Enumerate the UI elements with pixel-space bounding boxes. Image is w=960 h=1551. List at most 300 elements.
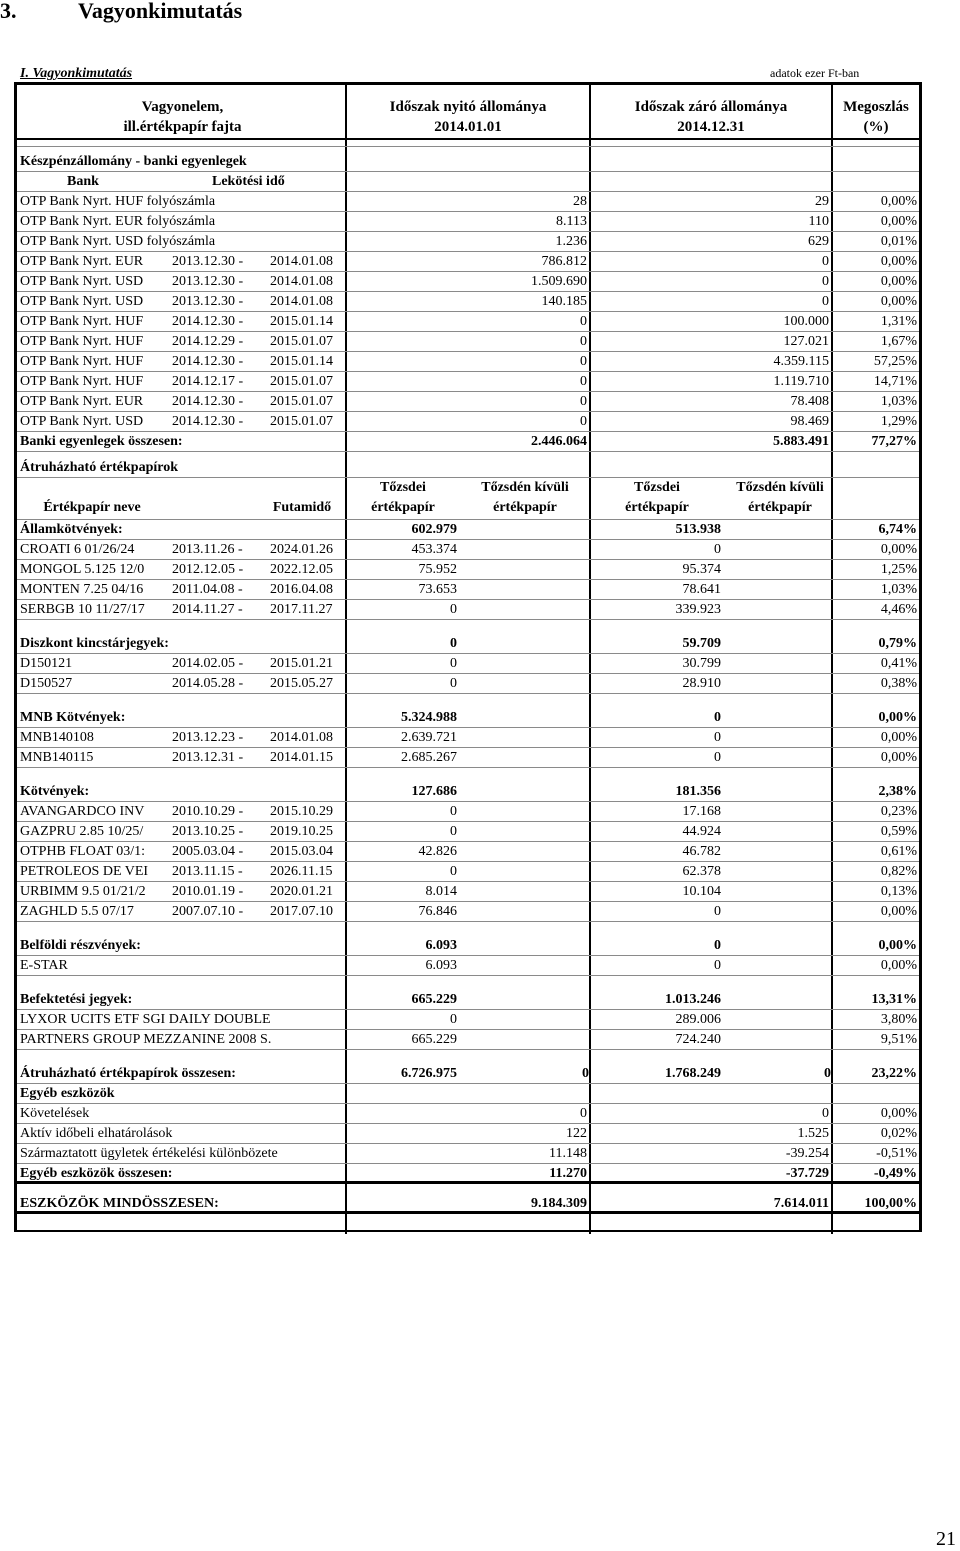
opening-value: 0 bbox=[580, 354, 587, 369]
closing-otc bbox=[721, 748, 831, 767]
section-title: Vagyonkimutatás bbox=[78, 0, 243, 23]
other-asset-name: Származtatott ügyletek értékelési különbözete bbox=[20, 1146, 278, 1161]
section-title-row bbox=[17, 152, 919, 172]
other-total-closing: -37.729 bbox=[785, 1166, 829, 1181]
share-value: 6,74% bbox=[878, 522, 917, 537]
opening-listed: 76.846 bbox=[418, 904, 457, 919]
cash-row bbox=[17, 332, 919, 352]
term-end: 2015.01.14 bbox=[270, 354, 333, 369]
security-row bbox=[17, 902, 919, 922]
share-value: 3,80% bbox=[880, 1012, 917, 1027]
share-value: 0,00% bbox=[880, 904, 917, 919]
term-start: 2014.11.27 - bbox=[172, 602, 243, 617]
security-row bbox=[17, 540, 919, 560]
share-value: 0,41% bbox=[880, 656, 917, 671]
opening-value: 8.113 bbox=[556, 214, 587, 229]
share-value: 57,25% bbox=[873, 354, 917, 369]
securities-total-label: Átruházható értékpapírok összesen: bbox=[20, 1066, 236, 1081]
term-end: 2015.01.07 bbox=[270, 334, 333, 349]
account-name: OTP Bank Nyrt. EUR bbox=[20, 394, 144, 409]
securities-sub-header bbox=[17, 478, 919, 520]
closing-listed: 513.938 bbox=[675, 522, 721, 537]
security-row bbox=[17, 802, 919, 822]
closing-otc bbox=[721, 802, 831, 821]
opening-otc bbox=[461, 674, 589, 693]
opening-otc bbox=[461, 708, 589, 727]
header-asset-type bbox=[20, 97, 345, 137]
sub-header-listed: értékpapír bbox=[371, 500, 435, 515]
header-closing-date: 2014.12.31 bbox=[677, 119, 745, 135]
security-row bbox=[17, 882, 919, 902]
header-share-line1: Megoszlás bbox=[843, 99, 909, 115]
opening-otc bbox=[461, 956, 589, 975]
cash-total-share: 77,27% bbox=[871, 434, 917, 449]
units-note: adatok ezer Ft-ban bbox=[770, 66, 860, 80]
opening-listed: 8.014 bbox=[425, 884, 457, 899]
opening-value: 0 bbox=[580, 414, 587, 429]
security-row bbox=[17, 1010, 919, 1030]
closing-value: 4.359.115 bbox=[773, 354, 829, 369]
opening-listed: 0 bbox=[450, 676, 457, 691]
opening-listed: 0 bbox=[450, 636, 457, 651]
opening-listed: 6.093 bbox=[425, 938, 457, 953]
closing-otc bbox=[721, 822, 831, 841]
header-asset-type-line1: Vagyonelem, bbox=[141, 99, 224, 115]
security-name: OTPHB FLOAT 03/1: bbox=[20, 844, 145, 859]
other-asset-row bbox=[17, 1144, 919, 1164]
opening-listed: 2.639.721 bbox=[401, 730, 457, 745]
sub-header-otc: értékpapír bbox=[493, 500, 557, 515]
term-end: 2015.03.04 bbox=[270, 844, 333, 859]
term-start: 2012.12.05 - bbox=[172, 562, 244, 577]
grand-total-share: 100,00% bbox=[864, 1196, 917, 1211]
opening-value: 0 bbox=[580, 314, 587, 329]
security-row bbox=[17, 822, 919, 842]
term-start: 2007.07.10 - bbox=[172, 904, 244, 919]
closing-otc bbox=[721, 520, 831, 539]
closing-value: 127.021 bbox=[783, 334, 829, 349]
term-end: 2022.12.05 bbox=[270, 562, 333, 577]
share-value: 0,00% bbox=[880, 730, 917, 745]
opening-value: 0 bbox=[580, 394, 587, 409]
opening-listed: 75.952 bbox=[418, 562, 457, 577]
other-asset-name: Aktív időbeli elhatárolások bbox=[20, 1126, 173, 1141]
header-asset-type-line2: ill.értékpapír fajta bbox=[123, 119, 242, 135]
share-value: 0,59% bbox=[880, 824, 917, 839]
total-opening-otc: 0 bbox=[582, 1066, 589, 1081]
term-start: 2013.12.30 - bbox=[172, 274, 244, 289]
opening-listed: 0 bbox=[450, 1012, 457, 1027]
security-row bbox=[17, 654, 919, 674]
share-value: 1,67% bbox=[880, 334, 917, 349]
opening-listed: 665.229 bbox=[411, 992, 457, 1007]
group-title-row bbox=[17, 782, 919, 802]
security-row bbox=[17, 842, 919, 862]
share-value: 0,00% bbox=[880, 294, 917, 309]
opening-listed: 0 bbox=[450, 804, 457, 819]
closing-listed: 724.240 bbox=[675, 1032, 721, 1047]
term-start: 2010.01.19 - bbox=[172, 884, 244, 899]
total-share: 23,22% bbox=[871, 1066, 917, 1081]
share-value: 0,13% bbox=[880, 884, 917, 899]
account-name: OTP Bank Nyrt. HUF bbox=[20, 334, 144, 349]
opening-listed: 665.229 bbox=[411, 1032, 457, 1047]
closing-listed: 289.006 bbox=[675, 1012, 721, 1027]
cash-row bbox=[17, 312, 919, 332]
total-closing-otc: 0 bbox=[824, 1066, 831, 1081]
term-end: 2019.10.25 bbox=[270, 824, 333, 839]
closing-otc bbox=[721, 580, 831, 599]
total-closing-listed: 1.768.249 bbox=[665, 1066, 721, 1081]
sub-header-listed: Tőzsdei bbox=[380, 480, 426, 495]
opening-otc bbox=[461, 902, 589, 921]
closing-value: -39.254 bbox=[785, 1146, 829, 1161]
closing-listed: 0 bbox=[714, 710, 721, 725]
opening-value: 1.236 bbox=[555, 234, 587, 249]
closing-value: 78.408 bbox=[790, 394, 829, 409]
security-row bbox=[17, 560, 919, 580]
closing-listed: 0 bbox=[714, 750, 721, 765]
term-start: 2014.02.05 - bbox=[172, 656, 244, 671]
closing-listed: 0 bbox=[714, 542, 721, 557]
share-value: 0,61% bbox=[880, 844, 917, 859]
section-number: 3. bbox=[0, 0, 17, 23]
security-name: PARTNERS GROUP MEZZANINE 2008 S. bbox=[20, 1032, 272, 1047]
opening-otc bbox=[461, 882, 589, 901]
header-opening bbox=[347, 97, 589, 137]
opening-listed: 0 bbox=[450, 656, 457, 671]
other-total-opening: 11.270 bbox=[549, 1166, 587, 1181]
cash-row bbox=[17, 412, 919, 432]
share-value: 0,02% bbox=[880, 1126, 917, 1141]
opening-value: 0 bbox=[580, 334, 587, 349]
term-end: 2016.04.08 bbox=[270, 582, 333, 597]
share-value: 0,00% bbox=[878, 938, 917, 953]
sub-header-otc: Tőzsdén kívüli bbox=[481, 480, 569, 495]
security-name: URBIMM 9.5 01/21/2 bbox=[20, 884, 146, 899]
share-value: 1,29% bbox=[880, 414, 917, 429]
opening-otc bbox=[461, 748, 589, 767]
account-name: OTP Bank Nyrt. USD bbox=[20, 414, 144, 429]
cash-row bbox=[17, 372, 919, 392]
sub-header-term: Lekötési idő bbox=[212, 174, 285, 189]
account-name: OTP Bank Nyrt. HUF bbox=[20, 374, 144, 389]
term-end: 2017.11.27 bbox=[270, 602, 333, 617]
opening-otc bbox=[461, 936, 589, 955]
other-asset-name: Követelések bbox=[20, 1106, 90, 1121]
opening-listed: 0 bbox=[450, 864, 457, 879]
closing-value: 0 bbox=[822, 274, 829, 289]
securities-total-row bbox=[17, 1064, 919, 1084]
opening-listed: 0 bbox=[450, 602, 457, 617]
sub-header-otc: értékpapír bbox=[748, 500, 812, 515]
closing-otc bbox=[721, 990, 831, 1009]
opening-otc bbox=[461, 654, 589, 673]
term-end: 2020.01.21 bbox=[270, 884, 333, 899]
group-title: MNB Kötvények: bbox=[20, 710, 126, 725]
security-row bbox=[17, 862, 919, 882]
opening-value: 1.509.690 bbox=[531, 274, 587, 289]
header-rule bbox=[17, 138, 919, 140]
term-start: 2014.12.17 - bbox=[172, 374, 244, 389]
term-start: 2010.10.29 - bbox=[172, 804, 244, 819]
security-name: MONGOL 5.125 12/0 bbox=[20, 562, 145, 577]
security-row bbox=[17, 674, 919, 694]
opening-value: 786.812 bbox=[541, 254, 587, 269]
closing-listed: 1.013.246 bbox=[665, 992, 721, 1007]
term-start: 2014.12.30 - bbox=[172, 394, 244, 409]
account-name: OTP Bank Nyrt. USD bbox=[20, 294, 144, 309]
sub-header-listed: Tőzsdei bbox=[634, 480, 680, 495]
closing-otc bbox=[721, 560, 831, 579]
share-value: 0,00% bbox=[880, 274, 917, 289]
total-opening-listed: 6.726.975 bbox=[401, 1066, 457, 1081]
term-start: 2014.12.30 - bbox=[172, 414, 244, 429]
closing-otc bbox=[721, 862, 831, 881]
opening-listed: 6.093 bbox=[425, 958, 457, 973]
closing-value: 98.469 bbox=[790, 414, 829, 429]
opening-otc bbox=[461, 1010, 589, 1029]
group-title-row bbox=[17, 936, 919, 956]
closing-listed: 30.799 bbox=[682, 656, 721, 671]
share-value: 1,03% bbox=[880, 582, 917, 597]
closing-listed: 10.104 bbox=[682, 884, 721, 899]
opening-otc bbox=[461, 1030, 589, 1049]
share-value: 4,46% bbox=[880, 602, 917, 617]
share-value: 0,79% bbox=[878, 636, 917, 651]
closing-listed: 0 bbox=[714, 958, 721, 973]
cash-row bbox=[17, 392, 919, 412]
closing-otc bbox=[721, 708, 831, 727]
term-start: 2005.03.04 - bbox=[172, 844, 244, 859]
term-start: 2014.12.30 - bbox=[172, 354, 244, 369]
opening-otc bbox=[461, 842, 589, 861]
header-rule bbox=[17, 146, 919, 147]
sub-header-bank: Bank bbox=[67, 174, 99, 189]
opening-listed: 42.826 bbox=[418, 844, 457, 859]
cash-section-title: Készpénzállomány - banki egyenlegek bbox=[20, 154, 247, 169]
page-number: 21 bbox=[936, 1528, 956, 1550]
sub-header-security-name: Értékpapír neve bbox=[43, 500, 141, 515]
grand-total-row bbox=[17, 1194, 919, 1214]
opening-value: 0 bbox=[580, 1106, 587, 1121]
opening-value: 11.148 bbox=[549, 1146, 587, 1161]
share-value: 13,31% bbox=[871, 992, 917, 1007]
share-value: 0,00% bbox=[880, 1106, 917, 1121]
sub-header-term: Futamidő bbox=[272, 500, 332, 515]
closing-listed: 339.923 bbox=[675, 602, 721, 617]
share-value: 0,00% bbox=[880, 194, 917, 209]
opening-otc bbox=[461, 782, 589, 801]
opening-value: 140.185 bbox=[541, 294, 587, 309]
closing-otc bbox=[721, 634, 831, 653]
term-end: 2015.01.07 bbox=[270, 374, 333, 389]
term-start: 2013.11.15 - bbox=[172, 864, 243, 879]
closing-otc bbox=[721, 1030, 831, 1049]
other-total-share: -0,49% bbox=[873, 1166, 917, 1181]
share-value: 0,82% bbox=[880, 864, 917, 879]
closing-listed: 0 bbox=[714, 938, 721, 953]
cash-total-closing: 5.883.491 bbox=[773, 434, 829, 449]
security-name: D150121 bbox=[20, 656, 73, 671]
closing-otc bbox=[721, 902, 831, 921]
security-row bbox=[17, 728, 919, 748]
security-name: PETROLEOS DE VEI bbox=[20, 864, 149, 879]
cash-total-opening: 2.446.064 bbox=[531, 434, 587, 449]
security-name: CROATI 6 01/26/24 bbox=[20, 542, 135, 557]
cash-row bbox=[17, 352, 919, 372]
grand-total-opening: 9.184.309 bbox=[531, 1196, 587, 1211]
security-name: MONTEN 7.25 04/16 bbox=[20, 582, 144, 597]
security-name: GAZPRU 2.85 10/25/ bbox=[20, 824, 144, 839]
share-value: 0,01% bbox=[880, 234, 917, 249]
closing-otc bbox=[721, 782, 831, 801]
term-start: 2013.11.26 - bbox=[172, 542, 243, 557]
header-closing bbox=[591, 97, 831, 137]
share-value: 2,38% bbox=[878, 784, 917, 799]
header-closing-line1: Időszak záró állománya bbox=[634, 99, 788, 115]
sheet-title: I. Vagyonkimutatás bbox=[20, 66, 133, 81]
grand-total-closing: 7.614.011 bbox=[773, 1196, 829, 1211]
closing-otc bbox=[721, 728, 831, 747]
group-title-row bbox=[17, 990, 919, 1010]
term-start: 2013.10.25 - bbox=[172, 824, 244, 839]
share-value: 0,00% bbox=[880, 958, 917, 973]
closing-value: 0 bbox=[822, 294, 829, 309]
other-asset-row bbox=[17, 1124, 919, 1144]
closing-otc bbox=[721, 956, 831, 975]
share-value: 0,00% bbox=[880, 542, 917, 557]
closing-otc bbox=[721, 654, 831, 673]
closing-value: 629 bbox=[808, 234, 829, 249]
account-name: OTP Bank Nyrt. EUR folyószámla bbox=[20, 214, 216, 229]
share-value: 0,00% bbox=[880, 214, 917, 229]
opening-otc bbox=[461, 600, 589, 619]
term-end: 2015.01.07 bbox=[270, 414, 333, 429]
header-opening-date: 2014.01.01 bbox=[434, 119, 502, 135]
opening-listed: 453.374 bbox=[411, 542, 457, 557]
term-start: 2011.04.08 - bbox=[172, 582, 243, 597]
cash-row bbox=[17, 232, 919, 252]
other-section-title: Egyéb eszközök bbox=[20, 1086, 115, 1101]
term-end: 2015.10.29 bbox=[270, 804, 333, 819]
other-total-label: Egyéb eszközök összesen: bbox=[20, 1166, 173, 1181]
term-end: 2015.05.27 bbox=[270, 676, 333, 691]
group-title: Államkötvények: bbox=[20, 522, 123, 537]
share-value: -0,51% bbox=[876, 1146, 917, 1161]
closing-listed: 28.910 bbox=[682, 676, 721, 691]
opening-otc bbox=[461, 802, 589, 821]
closing-value: 29 bbox=[815, 194, 829, 209]
account-name: OTP Bank Nyrt. HUF folyószámla bbox=[20, 194, 216, 209]
cash-row bbox=[17, 272, 919, 292]
group-title: Befektetési jegyek: bbox=[20, 992, 133, 1007]
closing-value: 1.525 bbox=[797, 1126, 829, 1141]
closing-otc bbox=[721, 842, 831, 861]
opening-otc bbox=[461, 560, 589, 579]
closing-otc bbox=[721, 600, 831, 619]
sub-header-listed: értékpapír bbox=[625, 500, 689, 515]
term-start: 2014.12.29 - bbox=[172, 334, 244, 349]
opening-otc bbox=[461, 634, 589, 653]
closing-listed: 95.374 bbox=[682, 562, 721, 577]
security-name: MNB140108 bbox=[20, 730, 94, 745]
opening-otc bbox=[461, 728, 589, 747]
cash-total-row bbox=[17, 432, 919, 452]
header-opening-line1: Időszak nyitó állománya bbox=[389, 99, 547, 115]
account-name: OTP Bank Nyrt. EUR bbox=[20, 254, 144, 269]
term-start: 2013.12.30 - bbox=[172, 254, 244, 269]
opening-otc bbox=[461, 862, 589, 881]
closing-listed: 44.924 bbox=[682, 824, 721, 839]
security-row bbox=[17, 580, 919, 600]
share-value: 9,51% bbox=[880, 1032, 917, 1047]
term-end: 2014.01.08 bbox=[270, 254, 333, 269]
opening-listed: 0 bbox=[450, 824, 457, 839]
share-value: 0,00% bbox=[878, 710, 917, 725]
account-name: OTP Bank Nyrt. USD bbox=[20, 274, 144, 289]
security-row bbox=[17, 956, 919, 976]
security-name: E-STAR bbox=[20, 958, 68, 973]
closing-listed: 0 bbox=[714, 730, 721, 745]
opening-listed: 602.979 bbox=[411, 522, 457, 537]
security-row bbox=[17, 1030, 919, 1050]
share-value: 0,00% bbox=[880, 750, 917, 765]
section-title-row bbox=[17, 1084, 919, 1104]
header-share bbox=[833, 97, 919, 137]
security-row bbox=[17, 600, 919, 620]
security-name: D150527 bbox=[20, 676, 73, 691]
security-name: ZAGHLD 5.5 07/17 bbox=[20, 904, 134, 919]
closing-value: 0 bbox=[822, 254, 829, 269]
closing-value: 100.000 bbox=[783, 314, 829, 329]
term-end: 2015.01.07 bbox=[270, 394, 333, 409]
section-heading bbox=[0, 0, 242, 24]
security-name: MNB140115 bbox=[20, 750, 94, 765]
header-share-unit: (%) bbox=[863, 119, 889, 135]
opening-listed: 5.324.988 bbox=[401, 710, 457, 725]
closing-listed: 62.378 bbox=[682, 864, 721, 879]
closing-value: 0 bbox=[822, 1106, 829, 1121]
cash-row bbox=[17, 192, 919, 212]
security-name: LYXOR UCITS ETF SGI DAILY DOUBLE bbox=[20, 1012, 271, 1027]
group-title: Belföldi részvények: bbox=[20, 938, 141, 953]
group-title: Diszkont kincstárjegyek: bbox=[20, 636, 169, 651]
term-end: 2014.01.15 bbox=[270, 750, 333, 765]
cash-row bbox=[17, 212, 919, 232]
closing-listed: 46.782 bbox=[682, 844, 721, 859]
term-end: 2024.01.26 bbox=[270, 542, 333, 557]
closing-listed: 78.641 bbox=[682, 582, 721, 597]
opening-value: 0 bbox=[580, 374, 587, 389]
cash-total-label: Banki egyenlegek összesen: bbox=[20, 434, 183, 449]
opening-otc bbox=[461, 822, 589, 841]
closing-otc bbox=[721, 1010, 831, 1029]
closing-listed: 0 bbox=[714, 904, 721, 919]
term-end: 2015.01.21 bbox=[270, 656, 333, 671]
closing-otc bbox=[721, 936, 831, 955]
opening-otc bbox=[461, 540, 589, 559]
closing-listed: 17.168 bbox=[682, 804, 721, 819]
opening-listed: 127.686 bbox=[411, 784, 457, 799]
cash-row bbox=[17, 252, 919, 272]
share-value: 1,31% bbox=[880, 314, 917, 329]
opening-otc bbox=[461, 990, 589, 1009]
share-value: 0,38% bbox=[880, 676, 917, 691]
account-name: OTP Bank Nyrt. HUF bbox=[20, 354, 144, 369]
term-end: 2017.07.10 bbox=[270, 904, 333, 919]
share-value: 0,00% bbox=[880, 254, 917, 269]
